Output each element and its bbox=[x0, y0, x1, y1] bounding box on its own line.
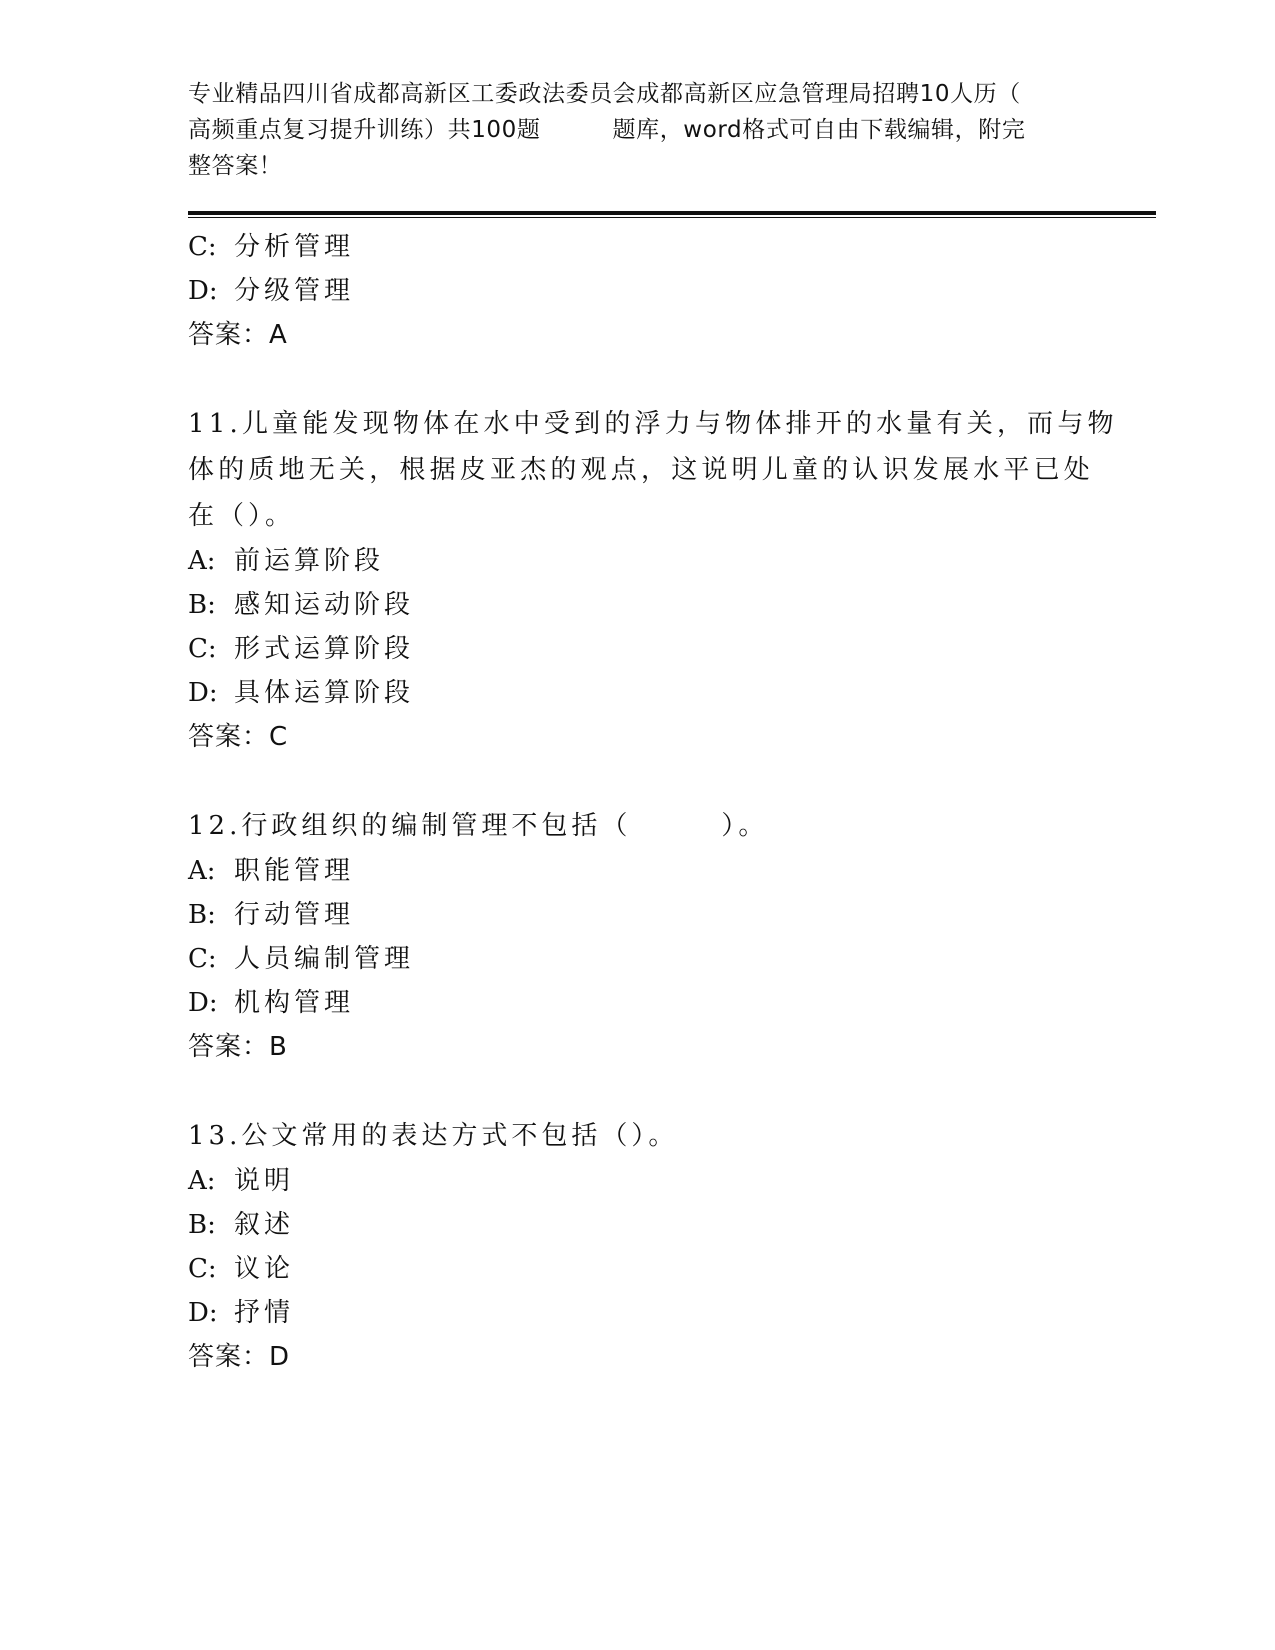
option-label: B: bbox=[188, 900, 216, 930]
question-stem-line: 在（）。 bbox=[188, 501, 296, 531]
option-label: C: bbox=[188, 944, 217, 974]
option-label: C: bbox=[188, 1254, 217, 1284]
option-text: 机构管理 bbox=[234, 988, 355, 1018]
answer-line: 答案：A bbox=[188, 320, 288, 350]
question-stem-line: 11.儿童能发现物体在水中受到的浮力与物体排开的水量有关，而与物 bbox=[188, 409, 1118, 439]
option-row bbox=[188, 1159, 1088, 1203]
option-row bbox=[188, 937, 1088, 981]
option-text: 叙述 bbox=[234, 1210, 295, 1240]
option-label: D: bbox=[188, 988, 218, 1018]
option-row bbox=[188, 1247, 1088, 1291]
option-label: A: bbox=[188, 1166, 216, 1196]
option-text: 人员编制管理 bbox=[234, 944, 415, 974]
option-text: 形式运算阶段 bbox=[234, 634, 415, 664]
title-line-1: 专业精品四川省成都高新区工委政法委员会成都高新区应急管理局招聘10人历（ bbox=[188, 81, 1021, 107]
option-row bbox=[188, 269, 1088, 313]
answer-line: 答案：C bbox=[188, 722, 289, 752]
option-label: A: bbox=[188, 856, 216, 886]
option-text: 抒情 bbox=[234, 1298, 295, 1328]
option-text: 职能管理 bbox=[234, 856, 355, 886]
option-row bbox=[188, 1203, 1088, 1247]
option-row bbox=[188, 539, 1088, 583]
option-text: 议论 bbox=[234, 1254, 295, 1284]
option-label: A: bbox=[188, 546, 216, 576]
question-content bbox=[188, 225, 1118, 1379]
option-row bbox=[188, 225, 1088, 269]
question-stem-line: 13.公文常用的表达方式不包括（）。 bbox=[188, 1121, 679, 1151]
option-text: 说明 bbox=[234, 1166, 295, 1196]
title-line-2b: 题库，word格式可自由下载编辑，附完 bbox=[612, 117, 1026, 143]
option-label: D: bbox=[188, 1298, 218, 1328]
option-row bbox=[188, 1291, 1088, 1335]
option-text: 行动管理 bbox=[234, 900, 355, 930]
title-line-2 bbox=[188, 112, 1068, 148]
title-line-3: 整答案！ bbox=[188, 153, 283, 179]
option-label: D: bbox=[188, 276, 218, 306]
option-row bbox=[188, 981, 1088, 1025]
option-text: 分级管理 bbox=[234, 276, 355, 306]
option-label: C: bbox=[188, 634, 217, 664]
option-row bbox=[188, 627, 1088, 671]
option-row bbox=[188, 893, 1088, 937]
option-label: C: bbox=[188, 232, 217, 262]
header-divider-thick bbox=[188, 211, 1156, 215]
question-stem-line: 体的质地无关，根据皮亚杰的观点，这说明儿童的认识发展水平已处 bbox=[188, 455, 1095, 485]
option-row bbox=[188, 849, 1088, 893]
answer-line: 答案：B bbox=[188, 1032, 288, 1062]
document-title bbox=[188, 76, 1068, 184]
option-row bbox=[188, 671, 1088, 715]
answer-line: 答案：D bbox=[188, 1342, 291, 1372]
option-text: 前运算阶段 bbox=[234, 546, 385, 576]
question-stem-line: 12.行政组织的编制管理不包括（ ）。 bbox=[188, 811, 769, 841]
option-text: 分析管理 bbox=[234, 232, 355, 262]
option-label: B: bbox=[188, 590, 216, 620]
header-divider-thin bbox=[188, 217, 1156, 218]
option-label: B: bbox=[188, 1210, 216, 1240]
option-text: 感知运动阶段 bbox=[234, 590, 415, 620]
title-line-2a: 高频重点复习提升训练）共100题 bbox=[188, 117, 541, 143]
option-row bbox=[188, 583, 1088, 627]
option-label: D: bbox=[188, 678, 218, 708]
option-text: 具体运算阶段 bbox=[234, 678, 415, 708]
